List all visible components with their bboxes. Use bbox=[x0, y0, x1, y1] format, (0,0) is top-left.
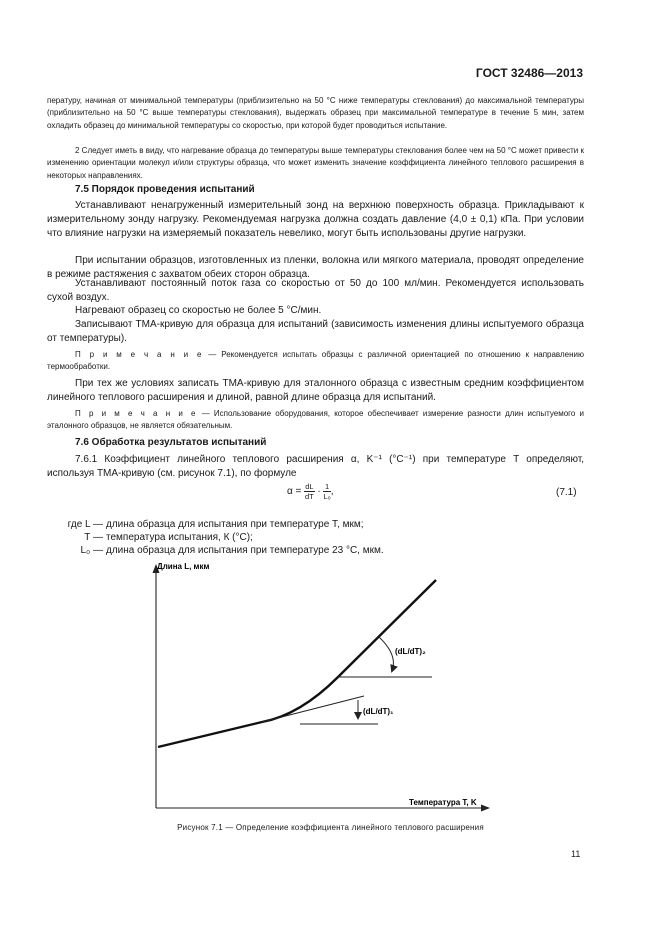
y-axis-label: Длина L, мкм bbox=[157, 562, 210, 571]
where-description-t: температура испытания, К (°С); bbox=[106, 532, 253, 543]
slope-label-1: (dL/dT)₁ bbox=[363, 707, 394, 716]
angle-arc-2 bbox=[379, 637, 393, 671]
where-symbol-l: где L — bbox=[67, 519, 103, 530]
section-7-5-paragraph-3: Устанавливают постоянный поток газа со скоростью от 50 до 100 мл/мин. Рекомендуется использовать сухой воздух. bbox=[47, 278, 584, 304]
fraction-denominator: dT bbox=[304, 492, 314, 501]
figure-caption: Рисунок 7.1 — Определение коэффициента линейного теплового расширения bbox=[177, 823, 484, 832]
where-description-l0: длина образца для испытания при температуре 23 °С, мкм. bbox=[106, 545, 384, 556]
section-7-5-heading: 7.5 Порядок проведения испытаний bbox=[75, 184, 255, 195]
x-axis-label: Температура T, K bbox=[409, 798, 477, 807]
fraction-numerator: dL bbox=[305, 482, 314, 491]
note-2-paragraph: 2 Следует иметь в виду, что нагревание образца до температуры выше температуры стеклования более чем на 50 °С может привести к изменению ориентации молекул и/или структуры образца, что может изменить значение коэффициента линейного теплового расширения в некоторых направлениях. bbox=[47, 146, 584, 180]
note-label: П р и м е ч а н и е bbox=[75, 409, 198, 418]
section-7-5-paragraph-5: Записывают ТМА-кривую для образца для испытаний (зависимость изменения длины испытуемого образца от температуры). bbox=[47, 319, 584, 345]
note-label: П р и м е ч а н и е bbox=[75, 350, 204, 359]
formula-end: , bbox=[330, 486, 334, 498]
slope-label-2: (dL/dT)₂ bbox=[395, 647, 426, 656]
formula-dot: · bbox=[317, 486, 321, 498]
note-text: — Использование оборудования, которое обеспечивает измерение разности длин испытуемого и эталонного образцов, не является обязательным. bbox=[47, 409, 585, 431]
section-7-5-paragraph-2: При испытании образцов, изготовленных из пленки, волокна или мягкого материала, проводят определение в режиме растяжения с захватом обеих сторон образца. bbox=[47, 255, 584, 281]
section-7-5-paragraph-6: При тех же условиях записать ТМА-кривую для эталонного образца с известным средним коэффициентом линейного теплового расширения и длиной, равной длине образца для испытаний. bbox=[47, 378, 584, 404]
x-axis-arrow-icon bbox=[481, 805, 490, 812]
page-number: 11 bbox=[571, 849, 581, 859]
where-symbol-l0: L₀ — bbox=[80, 545, 103, 556]
note-text: — Рекомендуется испытать образцы с различной ориентацией по отношению к направлению термообработки. bbox=[47, 350, 584, 372]
fraction-denominator: L₀ bbox=[323, 492, 331, 501]
section-7-5-paragraph-4: Нагревают образец со скоростью не более 5 °С/мин. bbox=[75, 305, 322, 316]
section-7-5-paragraph-1: Устанавливают ненагруженный измерительный зонд на верхнюю поверхность образца. Прикладывают к измерительному зонду нагрузку. Рекомендуемая нагрузка должна создать давление (4,0 ± 0,1) кПа. При условии что влияние нагрузки на измеряемый показатель невелико, могут быть использованы другие нагрузки. bbox=[47, 200, 584, 240]
section-7-6-paragraph-1: 7.6.1 Коэффициент линейного теплового расширения α, K⁻¹ (°C⁻¹) при температуре T определяют, используя ТМА-кривую (см. рисунок 7.1), по формуле bbox=[47, 454, 584, 480]
document-header: ГОСТ 32486—2013 bbox=[475, 66, 583, 80]
formula-lhs: α = bbox=[287, 486, 302, 498]
where-symbol-t: T — bbox=[84, 532, 103, 543]
section-7-6-heading: 7.6 Обработка результатов испытаний bbox=[75, 437, 267, 448]
tma-curve bbox=[158, 580, 436, 747]
fraction-numerator: 1 bbox=[325, 482, 330, 491]
formula-number: (7.1) bbox=[556, 487, 577, 498]
where-description-l: длина образца для испытания при температуре T, мкм; bbox=[106, 519, 364, 530]
continuation-paragraph: пературу, начиная от минимальной температуры (приблизительно на 50 °С ниже температуры стеклования) до максимальной температуры (приблизительно на 50 °С выше температуры стеклования), выдержать образец при максимальной температуре в течение 5 мин, затем охладить образец до минимальной температуры со скоростью, при которой будет проводиться испытание. bbox=[47, 96, 584, 130]
